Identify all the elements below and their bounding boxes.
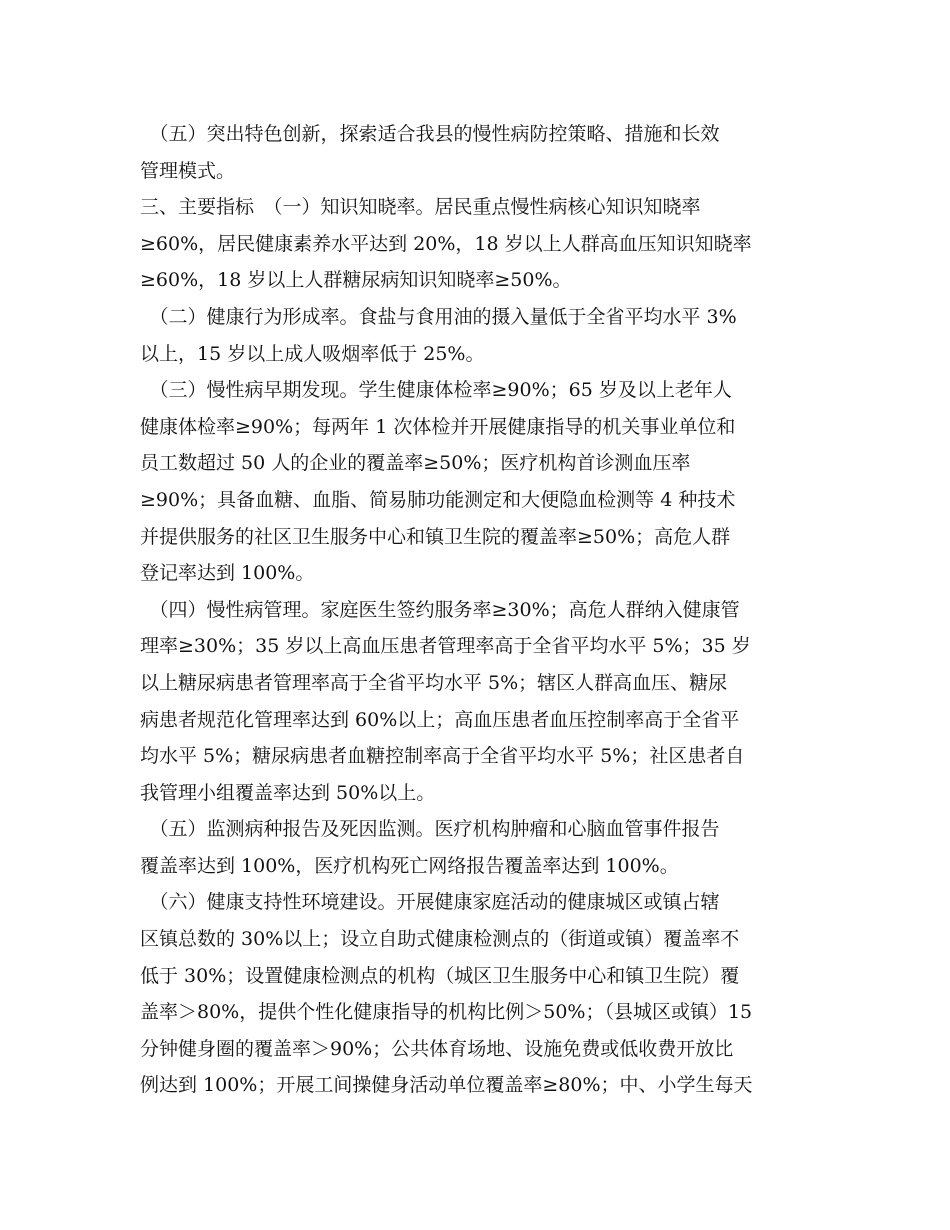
paragraph [140, 884, 812, 1104]
text-line: 管理模式。 [140, 159, 236, 182]
text-line: 并提供服务的社区卫生服务中心和镇卫生院的覆盖率≥50%；高危人群 [140, 525, 731, 548]
text-line: （五）突出特色创新，探索适合我县的慢性病防控策略、措施和长效 [140, 123, 720, 145]
text-line: 低于 30%；设置健康检测点的机构（城区卫生服务中心和镇卫生院）覆 [140, 964, 740, 987]
text-line: 员工数超过 50 人的企业的覆盖率≥50%；医疗机构首诊测血压率 [140, 452, 691, 475]
paragraph [140, 299, 812, 372]
text-line: 例达到 100%；开展工间操健身活动单位覆盖率≥80%；中、小学生每天 [140, 1074, 753, 1097]
text-line: 以上糖尿病患者管理率高于全省平均水平 5%；辖区人群高血压、糖尿 [140, 671, 728, 694]
text-line: （二）健康行为形成率。食盐与食用油的摄入量低于全省平均水平 3% [140, 305, 737, 328]
text-line: 病患者规范化管理率达到 60%以上；高血压患者血压控制率高于全省平 [140, 708, 740, 731]
paragraph [140, 189, 812, 299]
text-line: （三）慢性病早期发现。学生健康体检率≥90%；65 岁及以上老年人 [140, 379, 732, 402]
text-line: （六）健康支持性环境建设。开展健康家庭活动的健康城区或镇占辖 [140, 891, 720, 914]
text-line: ≥60%，居民健康素养水平达到 20%，18 岁以上人群高血压知识知晓率 [140, 232, 752, 255]
text-line: ≥60%，18 岁以上人群糖尿病知识知晓率≥50%。 [140, 269, 572, 292]
text-line: ≥90%；具备血糖、血脂、简易肺功能测定和大便隐血检测等 4 种技术 [140, 488, 736, 511]
text-line: 理率≥30%；35 岁以上高血压患者管理率高于全省平均水平 5%；35 岁 [140, 635, 751, 658]
text-line: 盖率＞80%，提供个性化健康指导的机构比例＞50%；（县城区或镇）15 [140, 1001, 753, 1024]
text-line: 三、主要指标 （一）知识知晓率。居民重点慢性病核心知识知晓率 [140, 196, 701, 219]
text-line: 登记率达到 100%。 [140, 562, 315, 585]
text-line: 以上，15 岁以上成人吸烟率低于 25%。 [140, 342, 485, 365]
text-line: （五）监测病种报告及死因监测。医疗机构肿瘤和心脑血管事件报告 [140, 818, 720, 841]
text-line: 区镇总数的 30%以上；设立自助式健康检测点的（街道或镇）覆盖率不 [140, 928, 740, 951]
text-line: （四）慢性病管理。家庭医生签约服务率≥30%；高危人群纳入健康管 [140, 598, 740, 621]
document-body [140, 116, 812, 1104]
paragraph [140, 372, 812, 592]
paragraph [140, 811, 812, 884]
text-line: 分钟健身圈的覆盖率＞90%；公共体育场地、设施免费或低收费开放比 [140, 1037, 734, 1060]
text-line: 覆盖率达到 100%，医疗机构死亡网络报告覆盖率达到 100%。 [140, 854, 679, 877]
paragraph [140, 592, 812, 812]
text-line: 我管理小组覆盖率达到 50%以上。 [140, 781, 436, 804]
text-line: 健康体检率≥90%；每两年 1 次体检并开展健康指导的机关事业单位和 [140, 415, 736, 438]
paragraph [140, 116, 812, 189]
text-line: 均水平 5%；糖尿病患者血糖控制率高于全省平均水平 5%；社区患者自 [140, 745, 745, 768]
